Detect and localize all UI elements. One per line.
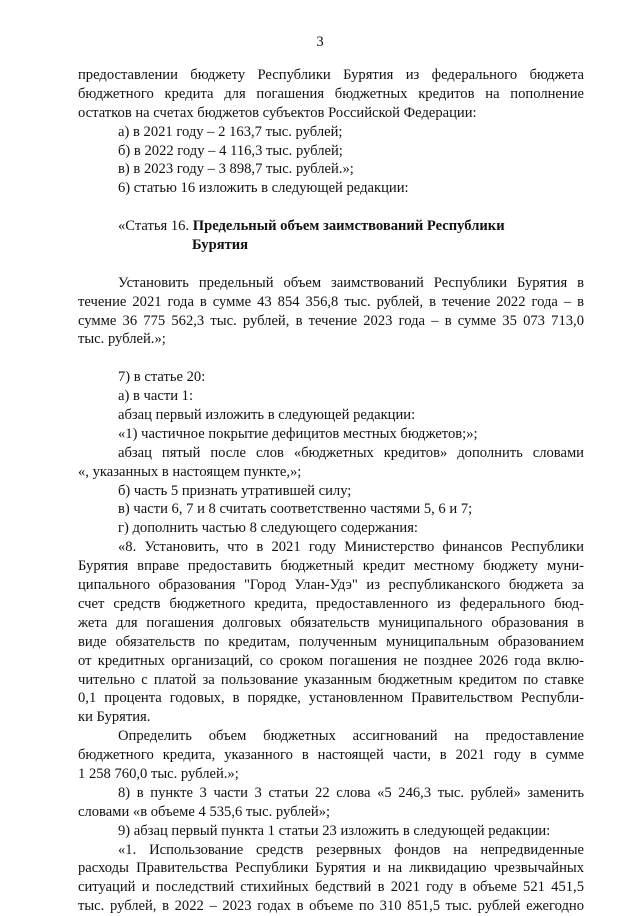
text-line: 8) в пункте 3 части 3 статьи 22 слова «5 246,3 тыс. рублей» заменить bbox=[118, 784, 584, 801]
text-line: Бурятия вправе предоставить бюджетный кредит местному бюджету муни- bbox=[78, 558, 584, 575]
text-line: бюджетного кредита, указанного в настоящей части, в 2021 году в сумме bbox=[78, 747, 584, 764]
text-line: тыс. рублей, в 2022 – 2023 годах в объеме по 310 851,5 тыс. рублей ежегодно bbox=[78, 898, 584, 915]
text-line: Определить объем бюджетных ассигнований на предоставление bbox=[118, 728, 584, 745]
page-number: 3 bbox=[316, 34, 324, 50]
text-line: а) в 2021 году – 2 163,7 тыс. рублей; bbox=[118, 123, 343, 140]
text-line: остатков на счетах бюджетов субъектов Российской Федерации: bbox=[78, 104, 477, 121]
text-line: «, указанных в настоящем пункте,»; bbox=[78, 463, 302, 480]
text-line: б) часть 5 признать утратившей силу; bbox=[118, 482, 352, 499]
text-line: б) в 2022 году – 4 116,3 тыс. рублей; bbox=[118, 142, 343, 159]
document-body bbox=[78, 66, 584, 916]
text-line: 1 258 760,0 тыс. рублей.»; bbox=[78, 765, 239, 782]
text-line: а) в части 1: bbox=[118, 388, 194, 405]
text-line: «1. Использование средств резервных фондов на непредвиденные bbox=[118, 841, 584, 858]
text-line: тыс. рублей.»; bbox=[78, 331, 166, 348]
text-line: абзац пятый после слов «бюджетных кредитов» дополнить словами bbox=[118, 444, 584, 461]
text-line: счет средств бюджетного кредита, предоставленного из федерального бюд- bbox=[78, 595, 584, 612]
article-heading-title: Предельный объем заимствований Республики bbox=[192, 218, 505, 235]
text-line: «8. Установить, что в 2021 году Министерство финансов Республики bbox=[118, 539, 584, 556]
text-line: г) дополнить частью 8 следующего содержания: bbox=[118, 520, 418, 537]
text-line: от кредитных организаций, со сроком погашения не позднее 2026 года вклю- bbox=[78, 652, 584, 669]
text-line: «1) частичное покрытие дефицитов местных бюджетов;»; bbox=[118, 425, 478, 442]
text-line: словами «в объеме 4 535,6 тыс. рублей»; bbox=[78, 803, 331, 820]
text-line: расходы Правительства Республики Бурятия и на ликвидацию чрезвычайных bbox=[78, 860, 584, 877]
text-line: Установить предельный объем заимствований Республики Бурятия в bbox=[118, 274, 584, 291]
text-line: виде обязательств по кредитам, полученным муниципальным образованием bbox=[78, 633, 584, 650]
text-line: абзац первый изложить в следующей редакции: bbox=[118, 407, 416, 424]
text-line: течение 2021 года в сумме 43 854 356,8 тыс. рублей, в течение 2022 года – в bbox=[78, 293, 584, 310]
text-line: предоставлении бюджету Республики Бурятия из федерального бюджета bbox=[78, 67, 584, 83]
text-line: жета для погашения долговых обязательств муниципального образования в bbox=[78, 614, 584, 631]
article-heading-continuation: Бурятия bbox=[192, 237, 249, 254]
article-heading: «Статья 16. Предельный объем заимствований Республики bbox=[118, 218, 505, 235]
text-line: 6) статью 16 изложить в следующей редакции: bbox=[118, 180, 409, 197]
text-line: 9) абзац первый пункта 1 статьи 23 изложить в следующей редакции: bbox=[118, 822, 551, 839]
text-line: 7) в статье 20: bbox=[118, 369, 206, 386]
text-line: ки Бурятия. bbox=[78, 709, 151, 726]
text-line: 0,1 процента годовых, в порядке, установленном Правительством Республи- bbox=[78, 690, 584, 707]
text-line: в) в 2023 году – 3 898,7 тыс. рублей.»; bbox=[118, 161, 354, 178]
text-line: в) части 6, 7 и 8 считать соответственно частями 5, 6 и 7; bbox=[118, 501, 473, 518]
text-line: ситуаций и последствий стихийных бедствий в 2021 году в объеме 521 451,5 bbox=[78, 879, 584, 896]
text-line: бюджетного кредита для погашения бюджетных кредитов на пополнение bbox=[78, 85, 584, 102]
text-line: ципального образования "Город Улан-Удэ" из республиканского бюджета за bbox=[78, 577, 584, 594]
text-line: чительно с платой за пользование указанным бюджетным кредитом по ставке bbox=[78, 671, 584, 688]
text-line: сумме 36 775 562,3 тыс. рублей, в течение 2023 года – в сумме 35 073 713,0 bbox=[78, 312, 584, 329]
